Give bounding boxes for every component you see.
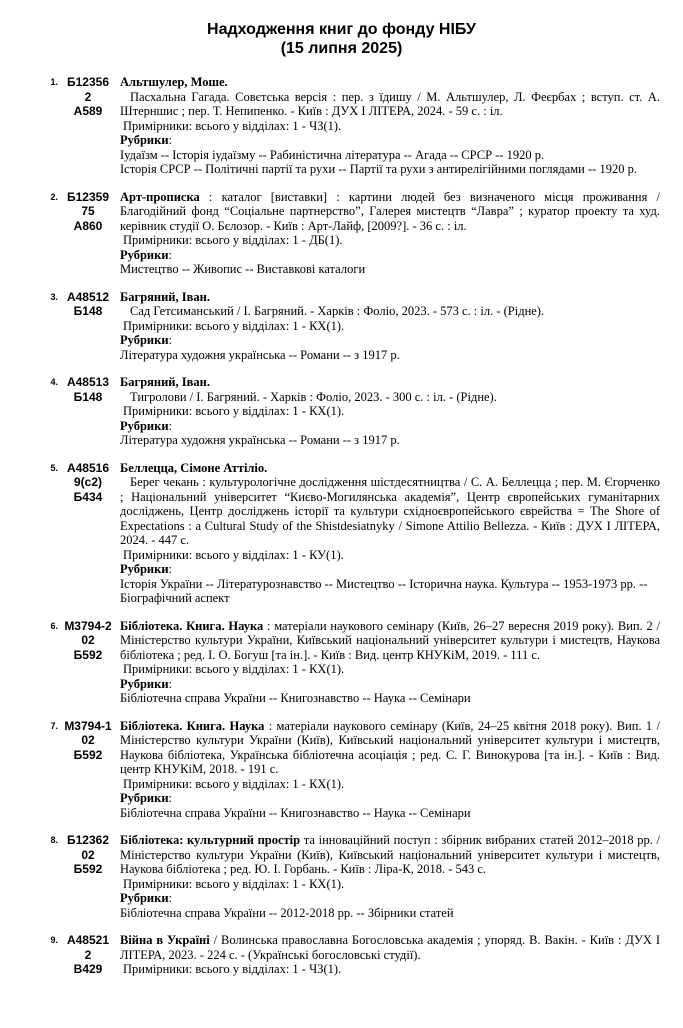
catalog-entry — [42, 75, 660, 177]
entry-body — [118, 461, 660, 606]
entry-body — [118, 375, 660, 448]
entry-number: 6. — [50, 620, 58, 631]
call-number-line: 2 — [84, 89, 92, 104]
catalog-entry — [42, 190, 660, 277]
entry-author: Беллецца, Сімоне Аттіліо. — [120, 460, 268, 475]
rubrics-label-text: Рубрики — [120, 418, 169, 433]
rubric-line: Бібліотечна справа України -- Книгознавство -- Наука -- Семінари — [120, 805, 471, 820]
entry-call-number — [58, 461, 118, 606]
call-number-line: 9(с2) — [73, 475, 102, 489]
entry-description: Бібліотека. Книга. Наука : матеріали наукового семінару (Київ, 24–25 квітня 2018 року). Вип. 1 / Міністерство культури України (Київ), Київський національний університет культури і мистецтв, Наукова бібліотека, Українська бібліотечна асоціація ; ред. С. Г. Винокурова [та ін.]. - Київ : Вид. центр КНУКіМ, 2018. - 191 с. — [120, 718, 660, 776]
entry-copies: Примірники: всього у відділах: 1 - КХ(1). — [123, 776, 345, 791]
entry-description: Бібліотека: культурний простір та інноваційний поступ : збірник вибраних статей 2012–2018 рр. / Міністерство культури України (Київ), Київський національний університет культури і мистецтв, Наукова бібліотека ; ред. Ю. І. Горбань. - Київ : Ліра-К, 2018. - 543 с. — [120, 833, 660, 876]
entry-number: 8. — [50, 835, 58, 845]
call-number-line: Б12356 — [67, 75, 109, 89]
entry-call-number — [58, 190, 118, 277]
call-number-line: М3794-2 — [64, 618, 112, 633]
entry-body — [118, 933, 660, 977]
entry-call-number — [58, 290, 118, 363]
call-number-line: М3794-1 — [64, 718, 112, 733]
entry-call-number — [58, 75, 118, 177]
entry-title-lead: Бібліотека: культурний простір — [120, 833, 301, 847]
call-number-line: 2 — [84, 947, 92, 962]
entry-body — [118, 290, 660, 363]
entry-number: 1. — [50, 77, 58, 87]
rubrics-label: Рубрики: — [120, 791, 173, 805]
entry-body — [118, 719, 660, 821]
call-number-line: А589 — [73, 104, 103, 118]
rubric-line: Історія СРСР -- Політичні партії та рухи -- Партії та рухи з антирелігійними поглядами -- 1920 р. — [120, 162, 637, 176]
rubric-line: Бібліотечна справа України -- 2012-2018 рр. -- Збірники статей — [120, 905, 454, 920]
rubric-line: Мистецтво -- Живопис -- Виставкові каталоги — [120, 262, 366, 276]
call-number-line: Б592 — [73, 747, 103, 762]
entry-call-number — [58, 933, 118, 977]
entry-call-number — [58, 619, 118, 706]
entry-body — [118, 833, 660, 920]
catalog-entry — [42, 461, 660, 606]
entry-copies: Примірники: всього у відділах: 1 - ЧЗ(1). — [123, 118, 342, 133]
rubrics-label-text: Рубрики — [120, 676, 169, 691]
entry-number: 7. — [50, 720, 58, 731]
rubric-line: Історія України -- Літературознавство -- Мистецтво -- Історична наука. Культура -- 1953-1973 рр. -- Біографічний аспект — [120, 576, 648, 605]
entry-description: Пасхальна Гагада. Совєтська версія : пер. з їдишу / М. Альтшулер, Л. Феєрбах ; вступ. ст. А. Штерншис ; пер. Т. Непипенко. - Київ : ДУХ І ЛІТЕРА, 2024. - 59 с. : іл. — [120, 89, 660, 118]
rubric-line: Іудаїзм -- Історія іудаїзму -- Рабиністична література -- Агада -- СРСР -- 1920 р. — [120, 147, 545, 162]
call-number-line: Б148 — [73, 389, 103, 404]
entry-number: 3. — [50, 291, 58, 302]
entry-description: Арт-прописка : каталог [виставки] : картини людей без визначеного місця проживання / Благодійний фонд “Соціальне партнерство”, Галерея мистецтв “Лавра” ; куратор проекту та худ. керівник студії О. Бєлозор. - Київ : Арт-Лайф, [2009?]. - 36 с. : іл. — [120, 189, 660, 233]
entry-description: Берег чекань : культурологічне дослідження шістдесятництва / С. А. Беллецца ; пер. М. Єгорченко ; Національний університет “Києво-Могилянська академія”, Центр європейських гуманітарних досліджень, Центр досліджень історії та культури східноєвропейського єврейства = The Shore of Expectations : a Cultural Study of the Shistdesiatnyky / Simone Attilio Bellezza. - Київ : ДУХ І ЛІТЕРА, 2024. - 447 с. — [120, 475, 660, 547]
entry-copies: Примірники: всього у відділах: 1 - ДБ(1). — [123, 233, 343, 247]
call-number-line: Б148 — [73, 304, 103, 318]
entry-copies: Примірники: всього у відділах: 1 - КУ(1). — [123, 547, 344, 562]
entry-call-number — [58, 375, 118, 448]
entries-list — [0, 75, 683, 977]
rubrics-label: Рубрики: — [120, 676, 173, 691]
call-number-line: А48521 — [66, 933, 110, 947]
call-number-line: В429 — [73, 962, 103, 976]
entry-number: 5. — [50, 462, 58, 473]
call-number-line: 02 — [81, 733, 95, 747]
entry-number: 4. — [50, 377, 58, 387]
call-number-line: Б592 — [73, 862, 103, 876]
rubrics-label-text: Рубрики — [120, 333, 169, 347]
entry-copies: Примірники: всього у відділах: 1 - КХ(1). — [123, 318, 345, 333]
call-number-line: 75 — [81, 204, 95, 218]
call-number-line: Б12359 — [67, 189, 109, 204]
catalog-entry — [42, 375, 660, 448]
entry-title-lead: Арт-прописка — [120, 189, 200, 204]
call-number-line: А48512 — [66, 289, 110, 304]
rubrics-label: Рубрики: — [120, 418, 173, 433]
catalog-entry — [42, 933, 660, 977]
call-number-line: 02 — [81, 847, 95, 862]
entry-author: Багряний, Іван. — [120, 375, 210, 389]
rubrics-label-text: Рубрики — [120, 891, 169, 905]
call-number-line: Б592 — [73, 647, 103, 662]
entry-copies: Примірники: всього у відділах: 1 - КХ(1). — [123, 404, 345, 418]
catalog-entry — [42, 833, 660, 920]
entry-title-lead: Війна в Україні — [120, 933, 210, 947]
rubrics-label: Рубрики: — [120, 333, 173, 347]
entry-description: Сад Гетсиманський / І. Багряний. - Харків : Фоліо, 2023. - 573 с. : іл. - (Рідне). — [130, 304, 545, 318]
entry-author: Багряний, Іван. — [120, 289, 210, 304]
entry-copies: Примірники: всього у відділах: 1 - ЧЗ(1). — [123, 962, 342, 976]
entry-number: 9. — [50, 935, 58, 945]
rubrics-label: Рубрики: — [120, 133, 173, 147]
rubric-line: Література художня українська -- Романи -- з 1917 р. — [120, 433, 400, 447]
entry-body — [118, 619, 660, 706]
rubrics-label-text: Рубрики — [120, 791, 169, 805]
call-number-line: А48516 — [66, 460, 110, 475]
call-number-line: А860 — [73, 218, 103, 233]
entry-call-number — [58, 833, 118, 920]
catalog-entry — [42, 619, 660, 706]
entry-title-lead: Бібліотека. Книга. Наука — [120, 718, 265, 733]
entry-description: Бібліотека. Книга. Наука : матеріали наукового семінару (Київ, 26–27 вересня 2019 року). Вип. 2 / Міністерство культури України, Київський національний університет культури і мистецтв, Наукова бібліотека ; ред. І. О. Богуш [та ін.]. - Київ : Вид. центр КНУКіМ, 2019. - 111 с. — [120, 618, 660, 662]
entry-description: Тигролови / І. Багряний. - Харків : Фоліо, 2023. - 300 с. : іл. - (Рідне). — [130, 389, 497, 404]
rubrics-label: Рубрики: — [120, 562, 173, 576]
catalog-entry — [42, 290, 660, 363]
rubrics-label-text: Рубрики — [120, 562, 169, 576]
entry-copies: Примірники: всього у відділах: 1 - КХ(1). — [123, 662, 345, 676]
call-number-line: Б434 — [73, 489, 103, 504]
entry-body — [118, 75, 660, 177]
catalog-entry — [42, 719, 660, 821]
page-title-line2: (15 липня 2025) — [280, 40, 403, 57]
call-number-line: 02 — [81, 633, 95, 647]
rubrics-label-text: Рубрики — [120, 247, 169, 262]
rubrics-label: Рубрики: — [120, 247, 173, 262]
rubrics-label-text: Рубрики — [120, 133, 169, 147]
rubric-line: Література художня українська -- Романи -- з 1917 р. — [120, 347, 400, 362]
page-title-line1: Надходження книг до фонду НІБУ — [207, 21, 476, 38]
entry-author: Альтшулер, Моше. — [120, 75, 228, 89]
call-number-line: Б12362 — [67, 833, 109, 847]
entry-call-number — [58, 719, 118, 821]
entry-description: Війна в Україні / Волинська православна Богословська академія ; упоряд. В. Вакін. - Київ : ДУХ І ЛІТЕРА, 2023. - 224 с. - (Українські богословські студії). — [120, 933, 661, 962]
entry-copies: Примірники: всього у відділах: 1 - КХ(1). — [123, 876, 345, 891]
rubric-line: Бібліотечна справа України -- Книгознавство -- Наука -- Семінари — [120, 691, 471, 705]
entry-title-lead: Бібліотека. Книга. Наука — [120, 618, 264, 633]
rubrics-label: Рубрики: — [120, 891, 173, 905]
entry-number: 2. — [50, 191, 58, 202]
call-number-line: А48513 — [66, 375, 110, 389]
page-title — [0, 20, 683, 58]
entry-body — [118, 190, 660, 277]
